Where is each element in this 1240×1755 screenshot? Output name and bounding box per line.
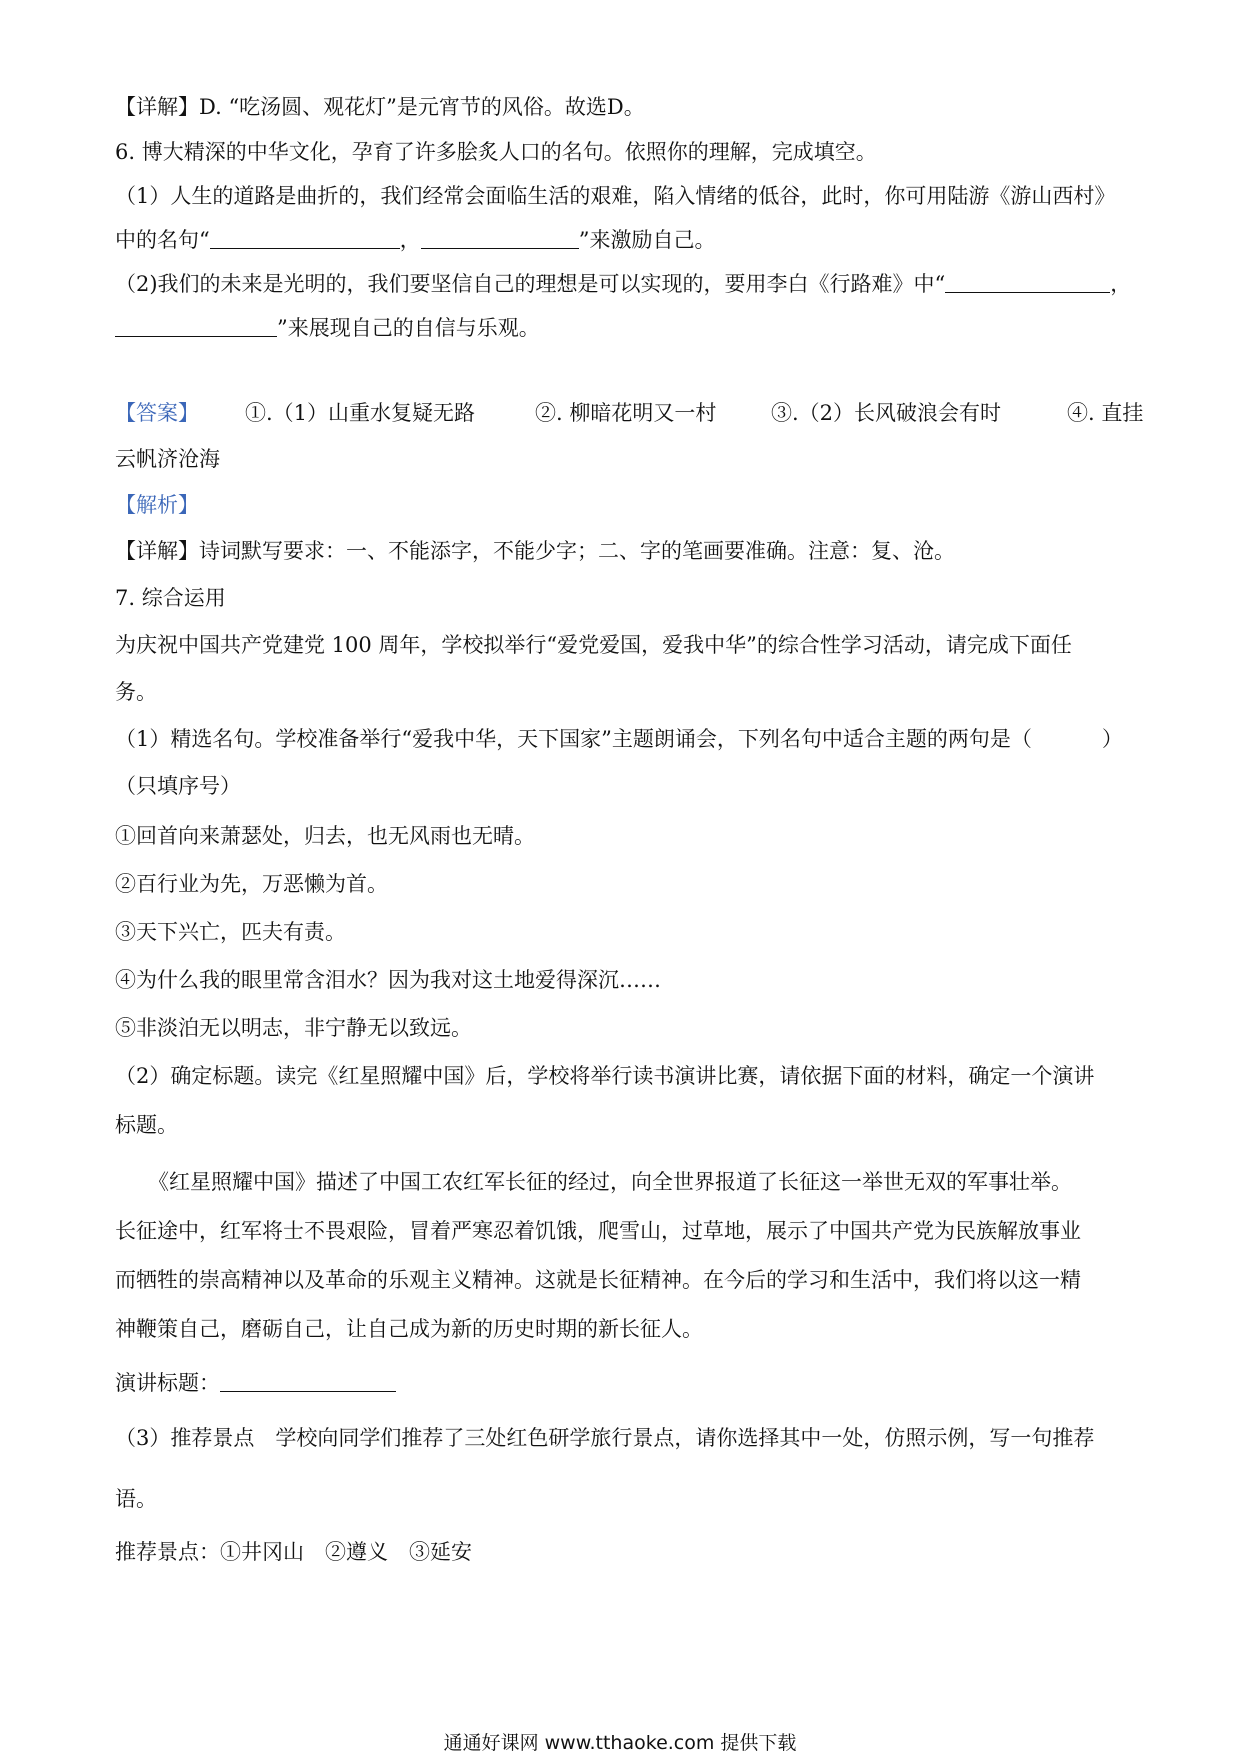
- question-7-part2-line1: （2）确定标题。读完《红星照耀中国》后，学校将举行读书演讲比赛，请依据下面的材料，确定一个演讲: [115, 1064, 1095, 1088]
- question-7-intro-line2: 务。: [115, 680, 157, 704]
- question-7-part1-line2: （只填序号）: [115, 774, 241, 798]
- fill-blank[interactable]: [210, 226, 400, 249]
- answer-item-4: ④. 直挂: [1067, 401, 1144, 425]
- question-7-intro-line1: 为庆祝中国共产党建党 100 周年，学校拟举行“爱党爱国，爱我中华”的综合性学习活动，请完成下面任: [115, 633, 1072, 657]
- q6-1-prefix: 中的名句“: [115, 228, 210, 252]
- option-2: ②百行业为先，万恶懒为首。: [115, 872, 388, 896]
- recommended-spots: 推荐景点：①井冈山 ②遵义 ③延安: [115, 1540, 472, 1564]
- fill-blank[interactable]: [945, 270, 1110, 293]
- question-7-part3-line2: 语。: [115, 1487, 157, 1511]
- option-4: ④为什么我的眼里常含泪水？因为我对这土地爱得深沉……: [115, 968, 661, 992]
- question-6-part1-line2: [115, 225, 1128, 255]
- answer-label: 【答案】: [115, 401, 199, 425]
- speech-title-blank[interactable]: [220, 1369, 396, 1392]
- answer-continuation: 云帆济沧海: [115, 447, 220, 471]
- question-7-part2-line2: 标题。: [115, 1113, 178, 1137]
- fill-blank[interactable]: [115, 314, 277, 337]
- question-7-part3-line1: （3）推荐景点 学校向同学们推荐了三处红色研学旅行景点，请你选择其中一处，仿照示例，写一句推荐: [115, 1426, 1095, 1450]
- question-6-part1-line1: （1）人生的道路是曲折的，我们经常会面临生活的艰难，陷入情绪的低谷，此时，你可用陆游《游山西村》: [115, 184, 1116, 208]
- question-6-part2-line2: [115, 313, 1128, 343]
- q7-1-close: ）: [1101, 727, 1123, 751]
- footer-credit: 通通好课网 www.tthaoke.com 提供下载: [443, 1732, 797, 1754]
- q7-1-text: （1）精选名句。学校准备举行“爱我中华，天下国家”主题朗诵会，下列名句中适合主题的两句是（: [115, 727, 1032, 751]
- option-1: ①回首向来萧瑟处，归去，也无风雨也无晴。: [115, 824, 535, 848]
- option-3: ③天下兴亡，匹夫有责。: [115, 920, 346, 944]
- q6-2-mid: ，: [1110, 272, 1132, 296]
- question-6-stem: 6. 博大精深的中华文化，孕育了许多脍炙人口的名句。依照你的理解，完成填空。: [115, 140, 877, 164]
- option-5: ⑤非淡泊无以明志，非宁静无以致远。: [115, 1016, 472, 1040]
- answer-paren-space[interactable]: [1032, 726, 1102, 748]
- answer-item-1: ①.（1）山重水复疑无路: [245, 401, 476, 425]
- answer-item-3: ③.（2）长风破浪会有时: [771, 401, 1002, 425]
- q6-2-suffix: ”来展现自己的自信与乐观。: [277, 316, 540, 340]
- material-line-2: 长征途中，红军将士不畏艰险，冒着严寒忍着饥饿，爬雪山，过草地，展示了中国共产党为民族解放事业: [115, 1219, 1081, 1243]
- speech-title-line: [115, 1368, 1128, 1398]
- question-6-part2-line1: [115, 269, 1132, 299]
- answer-line: [115, 398, 1144, 428]
- fill-blank[interactable]: [421, 226, 579, 249]
- q6-2-prefix: （2)我们的未来是光明的，我们要坚信自己的理想是可以实现的，要用李白《行路难》中“: [115, 272, 946, 296]
- material-line-4: 神鞭策自己，磨砺自己，让自己成为新的历史时期的新长征人。: [115, 1317, 703, 1341]
- question-7-stem: 7. 综合运用: [115, 586, 226, 610]
- question-7-part1-line1: [115, 724, 1128, 754]
- material-line-1: 《红星照耀中国》描述了中国工农红军长征的经过，向全世界报道了长征这一举世无双的军事壮举。: [148, 1170, 1072, 1194]
- detail-line-1: 【详解】D. “吃汤圆、观花灯”是元宵节的风俗。故选D。: [115, 95, 645, 119]
- analysis-label: 【解析】: [115, 493, 199, 517]
- detail-line-2: 【详解】诗词默写要求：一、不能添字，不能少字；二、字的笔画要准确。注意：复、沧。: [115, 539, 955, 563]
- q6-1-mid: ，: [399, 228, 421, 252]
- material-line-3: 而牺牲的崇高精神以及革命的乐观主义精神。这就是长征精神。在今后的学习和生活中，我们将以这一精: [115, 1268, 1081, 1292]
- speech-title-label: 演讲标题：: [115, 1371, 220, 1395]
- answer-item-2: ②. 柳暗花明又一村: [535, 401, 717, 425]
- q6-1-suffix: ”来激励自己。: [578, 228, 716, 252]
